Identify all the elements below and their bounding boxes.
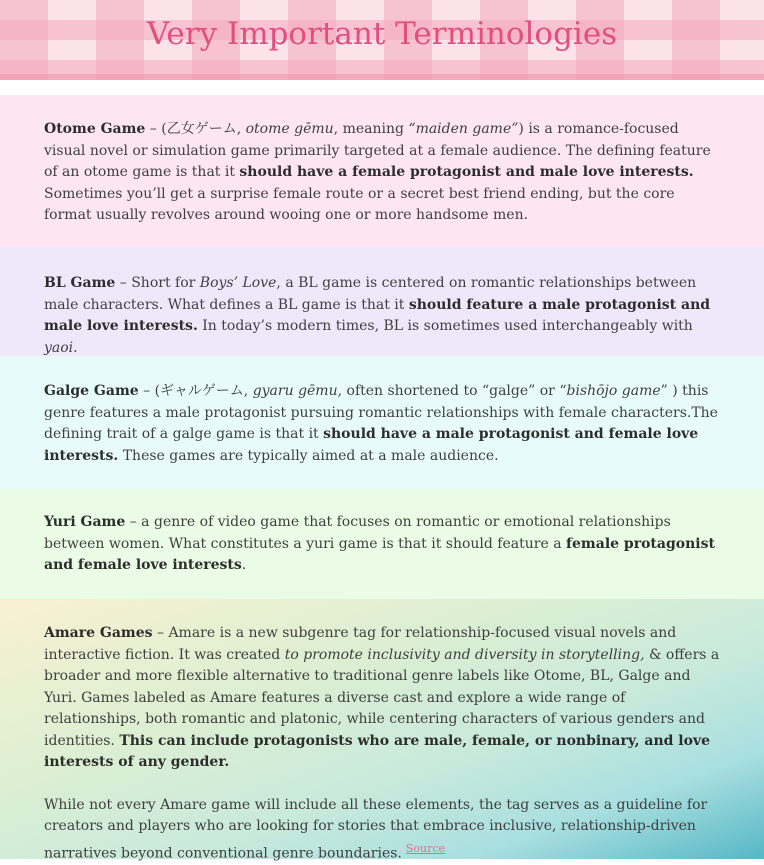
term-amare: Amare Games xyxy=(44,625,153,641)
header-banner xyxy=(0,0,764,80)
amare-paragraph: Amare Games – Amare is a new subgenre tag for relationship-focused visual novels and interactive fiction. It was created to promote inclusivity and diversity in storytelling, & offers a broader and more flexible alternative to traditional genre labels like Otome, BL, Galge and Yuri. Games labeled as Amare features a diverse cast and explore a wide range of relationships, both romantic and platonic, while centering characters of various genders and identities. This can include protagonists who are male, female, or nonbinary, and love interests of any gender. xyxy=(44,625,720,770)
japanese-text: ギャルゲーム xyxy=(160,383,244,399)
bl-paragraph: BL Game – Short for Boys’ Love, a BL game is centered on romantic relationships between male characters. What defines a BL game is that it should feature a male protagonist and male love interests. In today’s modern times, BL is sometimes used interchangeably with yaoi. xyxy=(44,275,711,356)
otome-definition-bold: should have a female protagonist and male love interests. xyxy=(239,164,694,180)
amare-definition-bold: This can include protagonists who are male, female, or nonbinary, and love interests of any gender. xyxy=(44,732,710,770)
yuri-paragraph: Yuri Game – a genre of video game that focuses on romantic or emotional relationships between women. What constitutes a yuri game is that it should feature a female protagonist and female love interests. xyxy=(44,514,715,573)
galge-paragraph: Galge Game – (ギャルゲーム, gyaru gēmu, often shortened to “galge” or “bishōjo game” ) this genre features a male protagonist pursuing romantic relationships with female characters.The defining trait of a galge game is that it should have a male protagonist and female love interests. These games are typically aimed at a male audience. xyxy=(44,383,718,464)
section-yuri xyxy=(0,489,764,599)
term-galge: Galge Game xyxy=(44,383,139,399)
term-otome: Otome Game xyxy=(44,121,146,137)
galge-definition-bold: should have a male protagonist and female love interests. xyxy=(44,426,699,464)
term-bl: BL Game xyxy=(44,275,116,291)
otome-paragraph: Otome Game – (乙女ゲーム, otome gēmu, meaning “maiden game”) is a romance-focused visual novel or simulation game primarily targeted at a female audience. The defining feature of an otome game is that it should have a female protagonist and male love interests. Sometimes you’ll get a surprise female route or a secret best friend ending, but the core format usually revolves around wooing one or more handsome men. xyxy=(44,121,711,223)
section-bl xyxy=(0,246,764,356)
japanese-text: 乙女ゲーム xyxy=(166,121,237,137)
section-amare xyxy=(0,599,764,862)
romaji-text: otome gēmu xyxy=(245,121,334,137)
bl-definition-bold: should feature a male protagonist and male love interests. xyxy=(44,296,711,334)
page-title: Very Important Terminologies xyxy=(146,16,618,52)
term-yuri: Yuri Game xyxy=(44,514,126,530)
section-otome xyxy=(0,95,764,246)
source-link[interactable]: Source xyxy=(405,841,446,855)
amare-paragraph-2: While not every Amare game will include all these elements, the tag serves as a guideline for creators and players who are looking for stories that embrace inclusive, relationship-driven narratives beyond conventional genre boundaries. $^{Source}$ xyxy=(44,796,708,862)
section-galge xyxy=(0,356,764,489)
romaji-text: gyaru gēmu xyxy=(252,383,338,399)
yuri-definition-bold: female protagonist and female love interests xyxy=(44,535,715,573)
